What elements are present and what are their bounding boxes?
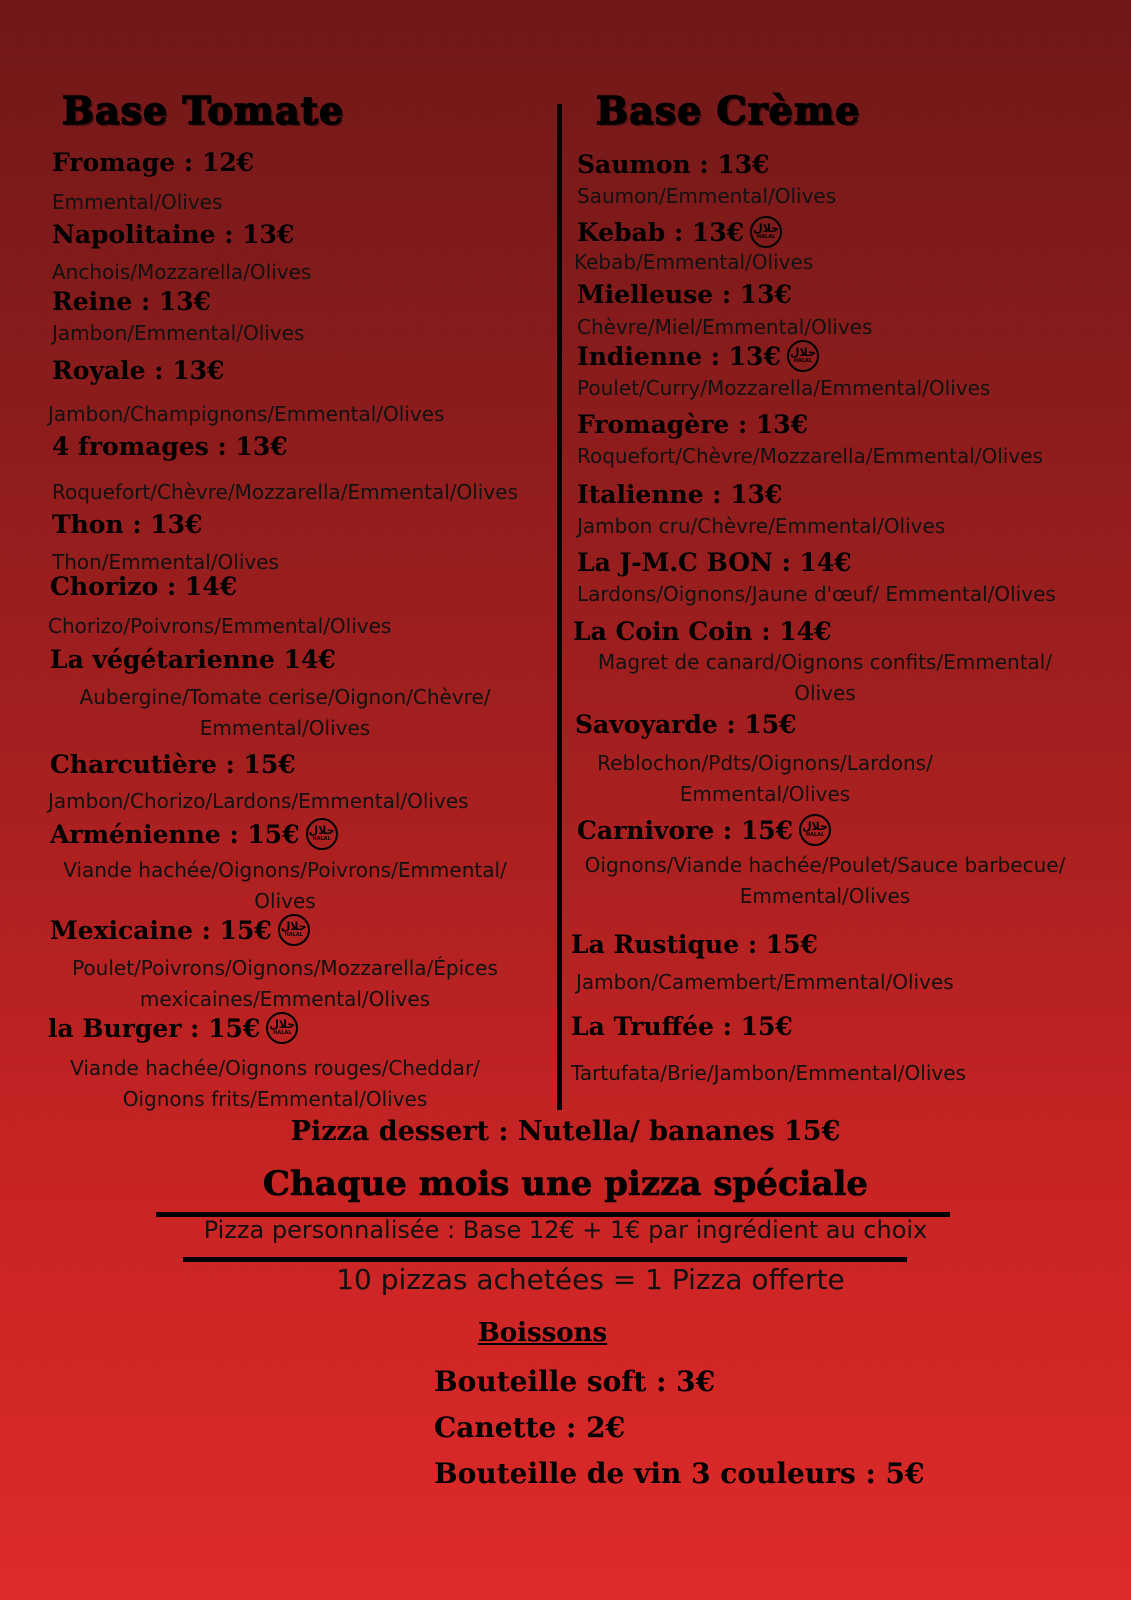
special-pizza-line: Chaque mois une pizza spéciale — [262, 1164, 869, 1204]
menu-item-desc: Kebab/Emmental/Olives — [574, 250, 814, 274]
menu-item-name: Saumon : 13€ — [577, 150, 770, 179]
menu-item-desc: Aubergine/Tomate cerise/Oignon/Chèvre/ Emmental/Olives — [79, 685, 491, 740]
menu-item-name: Kebab : 13€ حلال HALAL — [577, 218, 782, 251]
menu-item-name: 4 fromages : 13€ — [52, 432, 288, 461]
menu-item-desc: Roquefort/Chèvre/Mozzarella/Emmental/Olives — [52, 480, 518, 504]
menu-item-name: La Rustique : 15€ — [571, 930, 818, 959]
menu-item-desc: Jambon/Emmental/Olives — [52, 321, 305, 345]
menu-item-name: Napolitaine : 13€ — [52, 220, 295, 249]
menu-item-desc: Reblochon/Pdts/Oignons/Lardons/ Emmental/Olives — [597, 751, 933, 806]
menu-item-desc: Oignons/Viande hachée/Poulet/Sauce barbecue/ Emmental/Olives — [584, 853, 1066, 908]
halal-icon: حلال HALAL — [799, 814, 831, 846]
drink-item: Bouteille de vin 3 couleurs : 5€ — [434, 1457, 925, 1490]
menu-item-desc: Emmental/Olives — [52, 190, 223, 214]
menu-item-name: Fromagère : 13€ — [577, 410, 809, 439]
menu-item-desc: Jambon/Champignons/Emmental/Olives — [48, 402, 445, 426]
menu-item-name: Reine : 13€ — [52, 287, 212, 316]
menu-item-desc: Viande hachée/Oignons rouges/Cheddar/ Oignons frits/Emmental/Olives — [70, 1056, 480, 1111]
menu-item-name: Carnivore : 15€ حلال HALAL — [577, 816, 831, 849]
menu-item-name: Mielleuse : 13€ — [577, 280, 792, 309]
dessert-line: Pizza dessert : Nutella/ bananes 15€ — [290, 1116, 841, 1147]
drinks-title: Boissons — [477, 1318, 608, 1348]
menu-item-name: Indienne : 13€ حلال HALAL — [577, 342, 819, 375]
menu-item-desc: Roquefort/Chèvre/Mozzarella/Emmental/Olives — [577, 444, 1043, 468]
menu-item-desc: Thon/Emmental/Olives — [52, 550, 279, 574]
right-section-heading: Base Crème — [596, 88, 861, 133]
menu-item-name: La Truffée : 15€ — [571, 1012, 793, 1041]
menu-item-desc: Magret de canard/Oignons confits/Emmental/ Olives — [597, 650, 1053, 705]
loyalty-line: 10 pizzas achetées = 1 Pizza offerte — [336, 1263, 845, 1296]
menu-item-name: La J-M.C BON : 14€ — [577, 548, 852, 577]
menu-item-desc: Lardons/Oignons/Jaune d'œuf/ Emmental/Olives — [577, 582, 1056, 606]
menu-item-desc: Poulet/Poivrons/Oignons/Mozzarella/Épices mexicaines/Emmental/Olives — [72, 956, 498, 1011]
menu-item-desc: Chorizo/Poivrons/Emmental/Olives — [48, 614, 392, 638]
menu-item-desc: Jambon cru/Chèvre/Emmental/Olives — [577, 514, 946, 538]
menu-item-name: La Coin Coin : 14€ — [573, 617, 832, 646]
drink-item: Canette : 2€ — [434, 1411, 626, 1444]
menu-item-name: Fromage : 12€ — [52, 148, 255, 177]
left-section-heading: Base Tomate — [62, 88, 345, 133]
menu-item-name: Royale : 13€ — [52, 356, 225, 385]
menu-item-desc: Chèvre/Miel/Emmental/Olives — [577, 315, 873, 339]
menu-item-desc: Viande hachée/Oignons/Poivrons/Emmental/ Olives — [63, 858, 507, 913]
halal-icon: حلال HALAL — [750, 216, 782, 248]
divider-bottom — [183, 1257, 907, 1262]
halal-icon: حلال HALAL — [266, 1012, 298, 1044]
menu-item-name: Thon : 13€ — [52, 510, 203, 539]
menu-item-name: Mexicaine : 15€ حلال HALAL — [50, 916, 310, 949]
column-divider — [557, 104, 562, 1110]
custom-pizza-line: Pizza personnalisée : Base 12€ + 1€ par ingrédient au choix — [203, 1216, 928, 1244]
menu-item-name: Charcutière : 15€ — [50, 750, 296, 779]
menu-item-desc: Jambon/Chorizo/Lardons/Emmental/Olives — [48, 789, 469, 813]
menu-item-desc: Saumon/Emmental/Olives — [577, 184, 837, 208]
menu-item-name: Italienne : 13€ — [577, 480, 783, 509]
menu-item-name: Chorizo : 14€ — [50, 572, 238, 601]
menu-item-name: Savoyarde : 15€ — [575, 710, 797, 739]
halal-icon: حلال HALAL — [306, 818, 338, 850]
menu-item-name: Arménienne : 15€ حلال HALAL — [50, 820, 338, 853]
menu-item-desc: Jambon/Camembert/Emmental/Olives — [576, 970, 954, 994]
menu-item-name: La végétarienne 14€ — [50, 645, 336, 674]
menu-item-name: la Burger : 15€ حلال HALAL — [48, 1014, 298, 1047]
menu-item-desc: Poulet/Curry/Mozzarella/Emmental/Olives — [577, 376, 991, 400]
menu-item-desc: Anchois/Mozzarella/Olives — [52, 260, 312, 284]
halal-icon: حلال HALAL — [787, 340, 819, 372]
drink-item: Bouteille soft : 3€ — [434, 1365, 716, 1398]
menu-item-desc: Tartufata/Brie/Jambon/Emmental/Olives — [571, 1061, 966, 1085]
halal-icon: حلال HALAL — [278, 914, 310, 946]
